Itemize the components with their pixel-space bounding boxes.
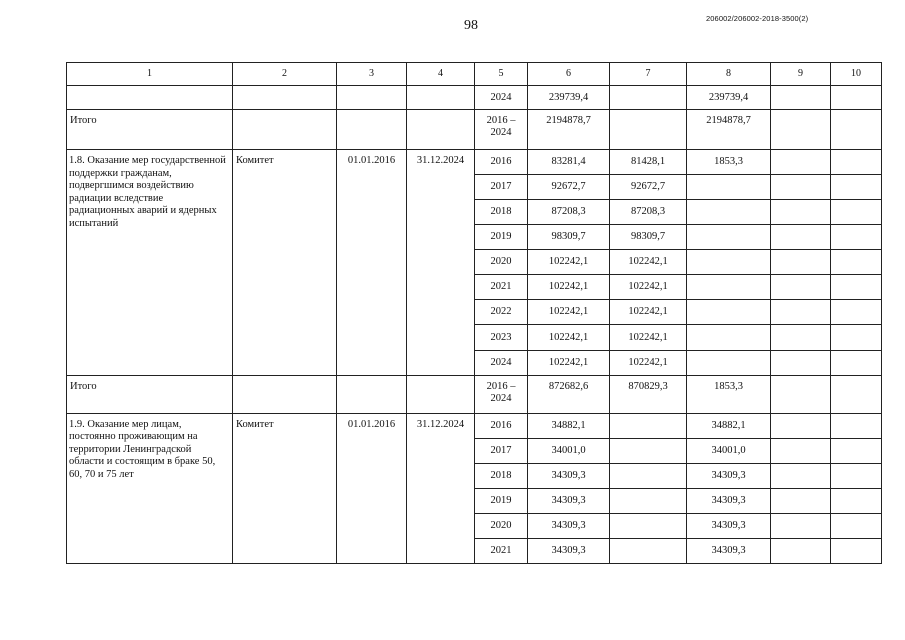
value-cell: 34309,3 — [528, 538, 610, 563]
end-date-cell: 31.12.2024 — [407, 150, 475, 375]
period-cell: 2016 – 2024 — [475, 375, 528, 413]
table-row — [67, 150, 882, 175]
document-code: 206002/206002-2018-3500(2) — [706, 14, 809, 23]
year-cell: 2019 — [475, 488, 528, 513]
year-cell: 2018 — [475, 200, 528, 225]
value-cell — [687, 225, 771, 250]
year-cell: 2024 — [475, 86, 528, 110]
year-cell: 2017 — [475, 438, 528, 463]
value-cell — [610, 513, 687, 538]
value-cell: 102242,1 — [610, 325, 687, 350]
header-cell: 5 — [475, 63, 528, 86]
value-cell — [687, 350, 771, 375]
value-cell — [687, 300, 771, 325]
measure-name-cell: 1.8. Оказание мер государственной поддержки гражданам, подвергшимся воздействию радиации вследствие радиационных аварий и ядерных испытаний — [67, 150, 233, 375]
header-cell: 10 — [831, 63, 882, 86]
measure-name-cell: 1.9. Оказание мер лицам, постоянно проживающим на территории Ленинградской области и состоящим в браке 50, 60, 70 и 75 лет — [67, 413, 233, 563]
value-cell — [610, 86, 687, 110]
year-cell: 2017 — [475, 175, 528, 200]
year-cell: 2020 — [475, 513, 528, 538]
value-cell: 98309,7 — [610, 225, 687, 250]
value-cell: 102242,1 — [528, 300, 610, 325]
value-cell: 34882,1 — [528, 413, 610, 438]
value-cell — [610, 438, 687, 463]
value-cell: 1853,3 — [687, 375, 771, 413]
year-cell: 2021 — [475, 538, 528, 563]
header-cell: 8 — [687, 63, 771, 86]
value-cell: 2194878,7 — [687, 110, 771, 150]
value-cell — [610, 413, 687, 438]
value-cell: 34309,3 — [687, 463, 771, 488]
value-cell: 239739,4 — [528, 86, 610, 110]
total-row — [67, 375, 882, 413]
start-date-cell: 01.01.2016 — [337, 150, 407, 375]
header-cell: 9 — [771, 63, 831, 86]
year-cell: 2024 — [475, 350, 528, 375]
header-cell: 2 — [233, 63, 337, 86]
value-cell: 34001,0 — [687, 438, 771, 463]
value-cell: 102242,1 — [610, 300, 687, 325]
value-cell: 102242,1 — [610, 350, 687, 375]
header-cell: 6 — [528, 63, 610, 86]
year-cell: 2018 — [475, 463, 528, 488]
value-cell: 102242,1 — [528, 350, 610, 375]
value-cell: 102242,1 — [610, 250, 687, 275]
value-cell: 34309,3 — [528, 488, 610, 513]
value-cell — [610, 538, 687, 563]
total-label: Итого — [67, 110, 233, 150]
value-cell: 98309,7 — [528, 225, 610, 250]
header-cell: 3 — [337, 63, 407, 86]
year-cell: 2021 — [475, 275, 528, 300]
value-cell: 87208,3 — [610, 200, 687, 225]
value-cell: 34882,1 — [687, 413, 771, 438]
value-cell — [687, 175, 771, 200]
header-cell: 7 — [610, 63, 687, 86]
value-cell — [687, 275, 771, 300]
value-cell: 34309,3 — [528, 513, 610, 538]
total-row — [67, 110, 882, 150]
header-cell: 4 — [407, 63, 475, 86]
header-cell: 1 — [67, 63, 233, 86]
value-cell: 83281,4 — [528, 150, 610, 175]
value-cell: 102242,1 — [528, 250, 610, 275]
value-cell: 34309,3 — [528, 463, 610, 488]
value-cell: 1853,3 — [687, 150, 771, 175]
year-cell: 2023 — [475, 325, 528, 350]
executor-cell: Комитет — [233, 150, 337, 375]
year-cell: 2022 — [475, 300, 528, 325]
value-cell: 102242,1 — [528, 275, 610, 300]
year-cell: 2019 — [475, 225, 528, 250]
value-cell: 872682,6 — [528, 375, 610, 413]
value-cell: 870829,3 — [610, 375, 687, 413]
value-cell: 34309,3 — [687, 538, 771, 563]
value-cell — [610, 463, 687, 488]
value-cell — [687, 325, 771, 350]
value-cell — [610, 488, 687, 513]
budget-table — [66, 62, 882, 564]
executor-cell: Комитет — [233, 413, 337, 563]
value-cell: 92672,7 — [610, 175, 687, 200]
value-cell: 102242,1 — [610, 275, 687, 300]
start-date-cell: 01.01.2016 — [337, 413, 407, 563]
value-cell: 102242,1 — [528, 325, 610, 350]
table-row — [67, 86, 882, 110]
value-cell: 87208,3 — [528, 200, 610, 225]
value-cell — [687, 250, 771, 275]
table-row — [67, 413, 882, 438]
end-date-cell: 31.12.2024 — [407, 413, 475, 563]
year-cell: 2016 — [475, 413, 528, 438]
value-cell: 34309,3 — [687, 488, 771, 513]
period-cell: 2016 – 2024 — [475, 110, 528, 150]
header-row — [67, 63, 882, 86]
value-cell — [687, 200, 771, 225]
year-cell: 2020 — [475, 250, 528, 275]
year-cell: 2016 — [475, 150, 528, 175]
value-cell: 2194878,7 — [528, 110, 610, 150]
value-cell: 81428,1 — [610, 150, 687, 175]
value-cell: 34001,0 — [528, 438, 610, 463]
value-cell: 239739,4 — [687, 86, 771, 110]
value-cell — [610, 110, 687, 150]
page-number: 98 — [464, 18, 478, 33]
value-cell: 92672,7 — [528, 175, 610, 200]
total-label: Итого — [67, 375, 233, 413]
value-cell: 34309,3 — [687, 513, 771, 538]
